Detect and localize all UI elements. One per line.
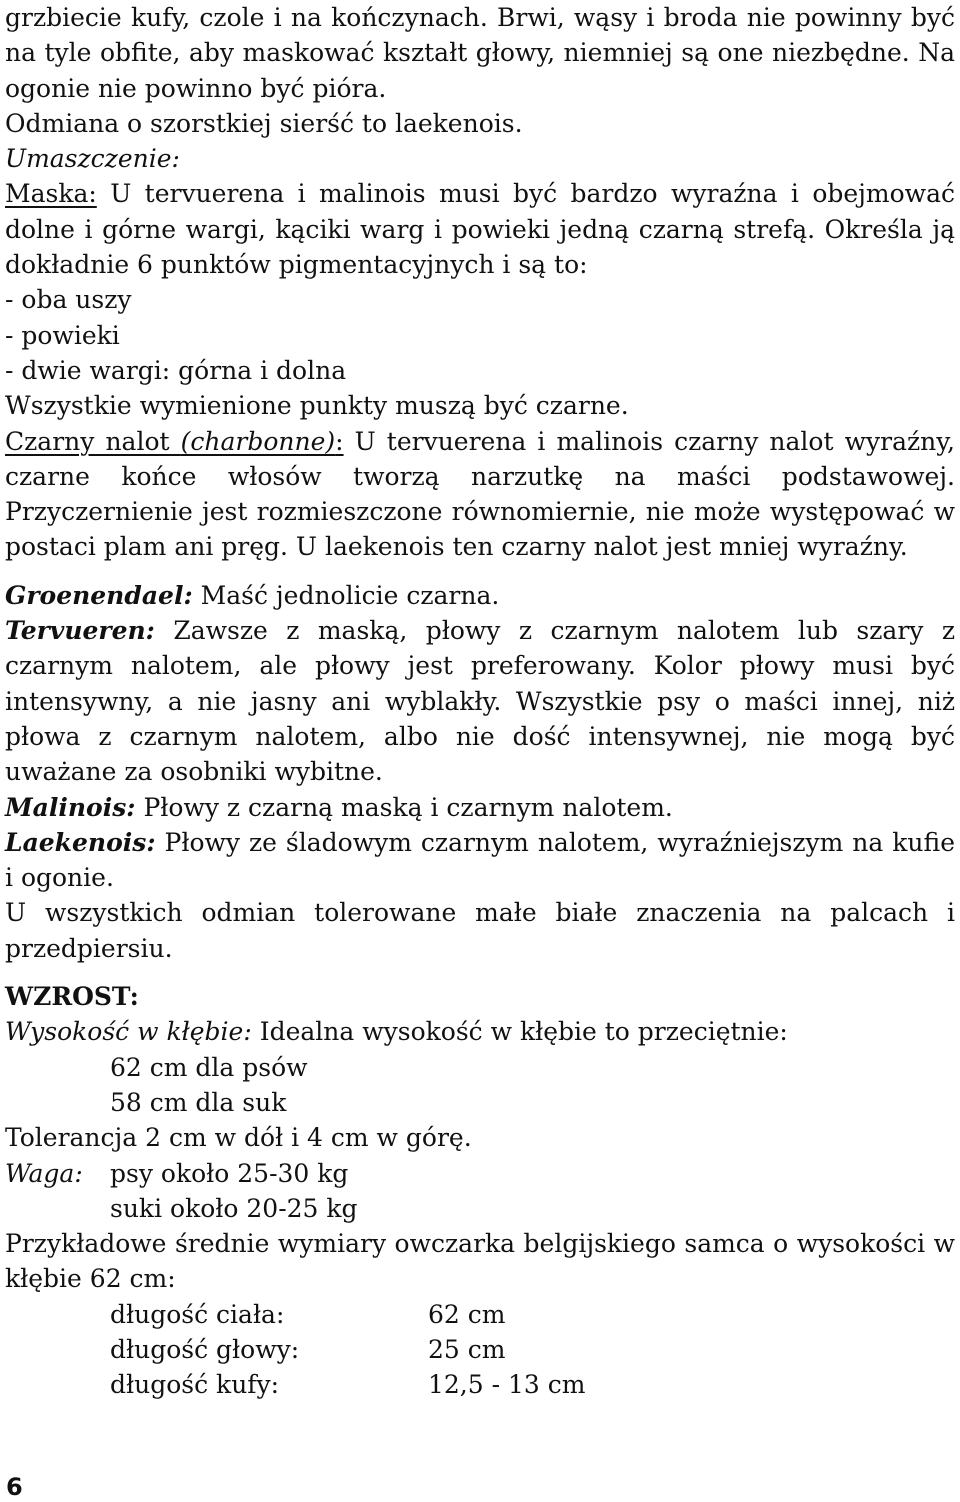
weight-block <box>5 1156 955 1227</box>
nalot-paragraph <box>5 424 955 565</box>
measurement-value: 12,5 - 13 cm <box>428 1370 586 1400</box>
malinois-paragraph <box>5 790 955 825</box>
weight-females: suki około 20-25 kg <box>110 1193 358 1223</box>
pigment-point: - oba uszy <box>5 285 132 315</box>
page-number: 6 <box>6 1473 23 1501</box>
malinois-text: Płowy z czarną maską i czarnym nalotem. <box>135 792 673 822</box>
measurement-value: 62 cm <box>428 1299 506 1329</box>
maska-text: U tervuerena i malinois musi być bardzo wyraźna i obejmować dolne i górne wargi, kąciki warg i powieki jedną czarną strefą. Określa ją dokładnie 6 punktów pigmentacyjnych i są to: <box>5 179 955 280</box>
weight-males: psy około 25-30 kg <box>110 1158 349 1188</box>
laekenois-label: Laekenois: <box>5 827 156 857</box>
umaszczenie-heading: Umaszczenie: <box>5 144 180 174</box>
intro-paragraph: grzbiecie kufy, czole i na kończynach. Brwi, wąsy i broda nie powinny być na tyle obfite, aby maskować kształt głowy, niemniej są one niezbędne. Na ogonie nie powinno być pióra. <box>5 3 955 103</box>
rough-coat-note: Odmiana o szorstkiej sierść to laekenois. <box>5 108 523 138</box>
measurement-value: 25 cm <box>428 1334 506 1364</box>
measurement-label: długość ciała: <box>110 1299 285 1329</box>
maska-label: Maska: <box>5 179 97 209</box>
measurements-intro: Przykładowe średnie wymiary owczarka belgijskiego samca o wysokości w kłębie 62 cm: <box>5 1229 955 1294</box>
groenendael-paragraph <box>5 578 955 613</box>
malinois-label: Malinois: <box>5 792 136 822</box>
measurements-table <box>5 1297 955 1403</box>
measurement-label: długość głowy: <box>110 1334 300 1364</box>
height-females: 58 cm dla suk <box>110 1087 287 1117</box>
height-label: Wysokość w kłębie: <box>5 1017 252 1047</box>
maska-paragraph <box>5 176 955 282</box>
tolerance: Tolerancja 2 cm w dół i 4 cm w górę. <box>5 1123 472 1153</box>
height-paragraph <box>5 1014 955 1049</box>
pigment-point: - dwie wargi: górna i dolna <box>5 355 347 385</box>
nalot-label: Czarny nalot (charbonne): <box>5 426 344 456</box>
points-summary: Wszystkie wymienione punkty muszą być czarne. <box>5 391 629 421</box>
laekenois-paragraph <box>5 825 955 896</box>
measurement-label: długość kufy: <box>110 1370 280 1400</box>
tervueren-text: Zawsze z maską, płowy z czarnym nalotem lub szary z czarnym nalotem, ale płowy jest preferowany. Kolor płowy musi być intensywny, a nie jasny ani wyblakły. Wszystkie psy o maści innej, niż płowa z czarnym nalotem, albo nie dość intensywnej, nie mogą być uważane za osobniki wybitne. <box>5 616 955 787</box>
height-text: Idealna wysokość w kłębie to przeciętnie: <box>251 1017 788 1047</box>
height-males: 62 cm dla psów <box>110 1052 308 1082</box>
document-page <box>5 0 955 1403</box>
tervueren-paragraph <box>5 613 955 789</box>
tervueren-label: Tervueren: <box>5 616 155 646</box>
nalot-text: U tervuerena i malinois czarny nalot wyraźny, czarne końce włosów tworzą narzutkę na maści podstawowej. Przyczernienie jest rozmieszczone równomiernie, nie może występować w postaci plam ani pręg. U laekenois ten czarny nalot jest mniej wyraźny. <box>5 426 955 562</box>
laekenois-text: Płowy ze śladowym czarnym nalotem, wyraźniejszym na kufie i ogonie. <box>5 827 955 893</box>
weight-label: Waga: <box>5 1158 83 1188</box>
groenendael-label: Groenendael: <box>5 580 193 610</box>
groenendael-text: Maść jednolicie czarna. <box>192 580 500 610</box>
pigment-point: - powieki <box>5 320 120 350</box>
white-marks-paragraph: U wszystkich odmian tolerowane małe białe znaczenia na palcach i przedpiersiu. <box>5 898 955 963</box>
wzrost-heading: WZROST: <box>5 982 139 1012</box>
